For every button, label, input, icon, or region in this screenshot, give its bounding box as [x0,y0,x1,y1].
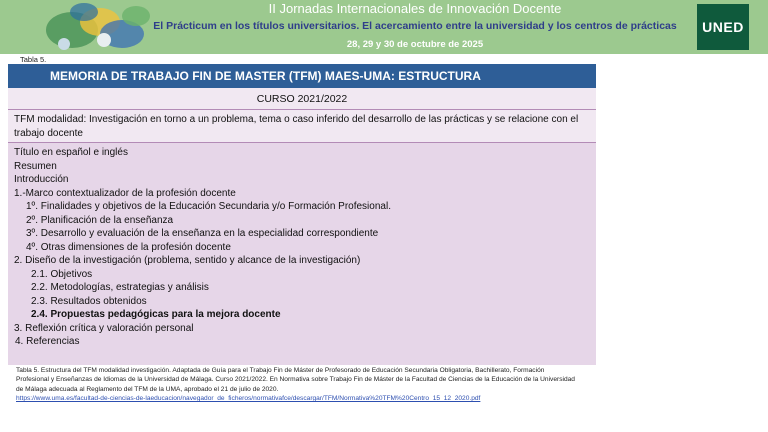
structure-list [8,143,596,365]
list-item: 1º. Finalidades y objetivos de la Educación Secundaria y/o Formación Profesional. [26,201,391,212]
list-item: Introducción [14,174,69,185]
decorative-art-icon [44,0,154,54]
list-item: 2.2. Metodologías, estrategias y análisis [31,282,209,293]
header-banner [0,0,768,54]
footnote-link[interactable]: https://www.uma.es/facultad-de-ciencias-de-laeducacion/navegador_de_ficheros/normativafce/descargar/TFM/Normativa%20TFM%20Centro_15_12_2020.pdf [16,394,481,402]
structure-table [8,64,596,365]
event-title: II Jornadas Internacionales de Innovación Docente [268,1,562,16]
tfm-modality: TFM modalidad: Investigación en torno a un problema, tema o caso inferido del desarrollo de las prácticas y se relacione con el trabajo docente [8,110,596,143]
list-item: Resumen [14,160,57,172]
list-item: 3. Reflexión crítica y valoración personal [14,322,194,334]
list-item: 2.3. Resultados obtenidos [31,295,147,307]
list-item: Título en español e inglés [14,147,128,158]
table-label: Tabla 5. [20,55,47,64]
list-item: 2.4. Propuestas pedagógicas para la mejora docente [31,309,281,320]
course-year: CURSO 2021/2022 [8,88,596,110]
footnote-text: Tabla 5. Estructura del TFM modalidad investigación. Adaptada de Guía para el Trabajo Fin de Máster de Profesorado de Educación Secundaria Obligatoria, Bachillerato, Formación Profesional y Enseñanzas de Idiomas de la Universidad de Málaga. Curso 2021/2022. En Normativa sobre Trabajo Fin de Máster de la Facultad de Ciencias de la Educación de la Universidad de Málaga adecuada al Reglamento del TFM de la UMA, aprobado el 21 de julio de 2020. [16,367,575,393]
list-item: 2. Diseño de la investigación (problema, sentido y alcance de la investigación) [14,255,361,266]
list-item: 4º. Otras dimensiones de la profesión docente [26,241,231,253]
event-dates: 28, 29 y 30 de octubre de 2025 [346,39,484,50]
table-footnote [16,366,576,403]
event-subtitle: El Prácticum en los títulos universitarios. El acercamiento entre la universidad y los centros de prácticas [153,20,677,32]
logo-text: UNED [702,19,744,35]
list-item: 4. Referencias [15,336,80,347]
list-item: 3º. Desarrollo y evaluación de la enseñanza en la especialidad correspondiente [26,228,379,239]
list-item: 2.1. Objetivos [31,268,93,280]
list-item: 1.-Marco contextualizador de la profesión docente [14,187,236,199]
list-item: 2º. Planificación de la enseñanza [26,214,174,226]
uned-logo [697,4,749,50]
table-title: MEMORIA DE TRABAJO FIN DE MASTER (TFM) MAES-UMA: ESTRUCTURA [8,64,596,88]
